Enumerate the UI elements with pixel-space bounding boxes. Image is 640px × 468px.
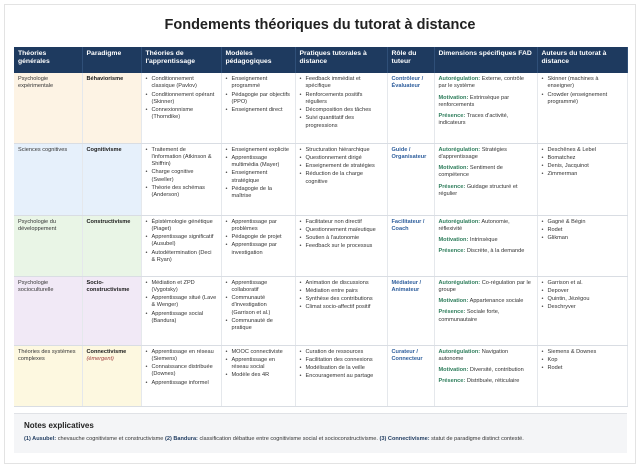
list-item: • Zimmerman [542,171,623,178]
theory-cell: Psychologie expérimentale [14,73,82,143]
list-item: • Feedback sur le processus [300,243,383,250]
list-item: • Apprentissage informel [146,380,217,387]
models-cell [221,143,295,215]
dimension-text: Stratégies d'apprentissage [438,146,507,160]
list-item: • Enseignement programmé [226,76,291,91]
note-text: chevauche cognitivisme et constructivisme [57,436,164,442]
list-item: • Gagné & Bégin [542,219,623,226]
dimension-text: Diversité, contribution [469,367,524,374]
list-item: • Communauté d'investigation (Garrison et al.) [226,295,291,317]
authors-cell [537,73,627,143]
dimension-label: Motivation: [438,298,469,305]
list-item: • Connaissance distribuée (Downes) [146,364,217,379]
list-item: • Décomposition des tâches [300,107,383,114]
theory-cell: Psychologie du développement [14,215,82,276]
list-item: • Suivi quantitatif des progressions [300,115,383,130]
dimensions-cell [434,345,537,406]
list-item: • Depover [542,288,623,295]
dimension-label: Autorégulation: [438,76,481,82]
dimension-label: Motivation: [438,367,469,374]
learning-cell [141,143,221,215]
dimension-text: Traces d'activité, indicateurs [438,113,509,127]
authors-cell [537,345,627,406]
list-item: • Pédagogie de projet [226,234,291,241]
authors-list [542,147,623,179]
practices-list [300,280,383,312]
list-item: • Rodet [542,365,623,372]
list-item: • Apprentissage situé (Lave & Wenger) [146,295,217,310]
practices-list [300,147,383,186]
list-item: • Apprentissage significatif (Ausubel) [146,234,217,249]
models-cell [221,345,295,406]
theory-cell: Sciences cognitives [14,143,82,215]
list-item: • Autodétermination (Deci & Ryan) [146,250,217,265]
list-item: • Épistémologie génétique (Piaget) [146,219,217,234]
list-item: • Garrison et al. [542,280,623,287]
list-item: • Curation de ressources [300,349,383,356]
dimension-text: Appartenance sociale [469,298,524,305]
list-item: • Médiation et ZPD (Vygotsky) [146,280,217,295]
dimension-item [439,309,533,324]
practices-cell [295,73,387,143]
table-row [14,73,627,143]
dimension-item [439,298,533,305]
list-item: • Structuration hiérarchique [300,147,383,154]
list-item: • Crowder (enseignement programmé) [542,92,623,107]
dimension-item [439,349,533,364]
note-label: (1) Ausubel: [24,436,57,442]
dimension-label: Autorégulation: [438,279,481,286]
theory-cell: Psychologie socioculturelle [14,276,82,345]
list-item: • Apprentissage en réseau social [226,357,291,372]
list-item: • MOOC connectiviste [226,349,291,356]
list-item: • Enseignement explicite [226,147,291,154]
authors-cell [537,276,627,345]
table-row [14,143,627,215]
list-item: • Glikman [542,235,623,242]
table-header-row [14,47,627,73]
note-text: statut de paradigme distinct contesté. [431,436,524,442]
dimension-item [439,184,533,199]
dimension-label: Motivation: [438,165,469,172]
role-cell: Curateur / Connecteur [387,345,434,406]
list-item: • Apprentissage multimédia (Mayer) [226,155,291,170]
learning-list [146,280,217,326]
authors-list [542,349,623,373]
dimension-item [439,237,533,244]
practices-cell [295,215,387,276]
list-item: • Encouragement au partage [300,373,383,380]
dimension-text: Sociale forte, communautaire [438,309,500,323]
list-item: • Apprentissage social (Bandura) [146,311,217,326]
list-item: • Deschryver [542,304,623,311]
practices-cell [295,276,387,345]
list-item: • Feedback immédiat et spécifique [300,76,383,91]
list-item: • Modèle des 4R [226,372,291,379]
paradigm-name: Béhaviorisme [86,76,124,82]
dimensions-cell [434,143,537,215]
learning-cell [141,73,221,143]
authors-list [542,76,623,106]
header-cell: Théories générales [14,47,82,73]
list-item: • Questionnement dirigé [300,155,383,162]
list-item: • Apprentissage collaboratif [226,280,291,295]
role-cell: Facilitateur / Coach [387,215,434,276]
dimension-label: Motivation: [438,237,469,244]
table-row [14,345,627,406]
dimension-text: Externe, contrôle par le système [438,76,524,90]
list-item: • Rodet [542,227,623,234]
list-item: • Deschênes & Lebel [542,147,623,154]
learning-list [146,349,217,387]
learning-cell [141,215,221,276]
dimensions-cell [434,276,537,345]
role-cell: Médiateur / Animateur [387,276,434,345]
dimension-item [439,367,533,374]
dimension-text: Distribuée, réticulaire [466,378,520,385]
list-item: • Traitement de l'information (Atkinson & Shiffrin) [146,147,217,169]
models-list [226,349,291,380]
list-item: • Modélisation de la veille [300,365,383,372]
practices-cell [295,345,387,406]
dimension-label: Présence: [438,378,466,385]
dimension-item [439,219,533,234]
models-cell [221,215,295,276]
authors-list [542,219,623,243]
list-item: • Climat socio-affectif positif [300,304,383,311]
practices-cell [295,143,387,215]
learning-list [146,219,217,265]
paradigm-name: Constructivisme [86,218,131,225]
list-item: • Médiation entre pairs [300,288,383,295]
list-item: • Connexionnisme (Thorndike) [146,107,217,122]
list-item: • Communauté de pratique [226,318,291,333]
table-row [14,276,627,345]
dimension-text: Discrète, à la demande [466,248,525,255]
list-item: • Renforcements positifs réguliers [300,92,383,107]
list-item: • Pédagogie de la maîtrise [226,186,291,201]
dimension-label: Présence: [438,183,466,190]
paradigm-cell [82,143,141,215]
list-item: • Facilitation des connexions [300,357,383,364]
dimension-item [439,248,533,255]
list-item: • Enseignement direct [226,107,291,114]
dimension-label: Présence: [438,309,466,316]
dimension-text: Guidage structuré et régulier [438,183,518,197]
dimension-item [439,76,533,91]
header-cell: Pratiques tutorales à distance [295,47,387,73]
list-item: • Denis, Jacquinot [542,163,623,170]
role-cell: Guide / Organisateur [387,143,434,215]
dimension-item [439,147,533,162]
authors-cell [537,215,627,276]
paradigm-cell [82,276,141,345]
table-row [14,215,627,276]
role-cell: Contrôleur / Évaluateur [387,73,434,143]
learning-cell [141,345,221,406]
note-label: (2) Bandura: [164,436,198,442]
dimension-label: Motivation: [438,94,469,101]
dimension-text: Sentiment de compétence [438,165,503,179]
models-cell [221,276,295,345]
paradigm-cell [82,73,141,143]
dimension-item [439,280,533,295]
dimension-label: Autorégulation: [438,348,481,355]
header-cell: Modèles pédagogiques [221,47,295,73]
list-item: • Quintin, Jézégou [542,296,623,303]
paradigm-name: Connectivisme [86,348,127,355]
header-cell: Dimensions spécifiques FAD [434,47,537,73]
theory-cell: Théories des systèmes complexes [14,345,82,406]
dimension-label: Présence: [438,248,466,255]
dimension-item [439,113,533,128]
dimension-label: Présence: [438,113,466,120]
list-item: • Pédagogie par objectifs (PPO) [226,92,291,107]
list-item: • Enseignement stratégique [226,170,291,185]
dimension-item [439,95,533,110]
theory-table [14,47,628,407]
list-item: • Facilitateur non directif [300,219,383,226]
list-item: • Skinner (machines à enseigner) [542,76,623,91]
list-item: • Charge cognitive (Sweller) [146,169,217,184]
list-item: • Enseignement de stratégies [300,163,383,170]
practices-list [300,76,383,130]
page-title: Fondements théoriques du tutorat à distance [164,17,476,33]
paradigm-cell [82,345,141,406]
list-item: • Synthèse des contributions [300,296,383,303]
models-list [226,280,291,333]
models-cell [221,73,295,143]
header-cell: Paradigme [82,47,141,73]
list-item: • Soutien à l'autonomie [300,235,383,242]
notes-section [14,413,627,453]
paradigm-name: Socio-constructivisme [86,279,130,293]
dimension-text: Navigation autonome [438,348,509,362]
models-list [226,76,291,114]
dimension-text: Intrinsèque [469,237,498,244]
dimension-item [439,378,533,385]
list-item: • Apprentissage par investigation [226,242,291,257]
notes-title: Notes explicatives [24,421,94,430]
dimension-text: Co-régulation par le groupe [438,279,531,293]
authors-list [542,280,623,312]
header-cell: Auteurs du tutorat à distance [537,47,627,73]
document-page [4,4,636,464]
list-item: • Réduction de la charge cognitive [300,171,383,186]
list-item: • Conditionnement classique (Pavlov) [146,76,217,91]
paradigm-note: (émergent) [86,355,114,362]
list-item: • Théorie des schémas (Anderson) [146,185,217,200]
dimensions-cell [434,73,537,143]
list-item: • Animation de discussions [300,280,383,287]
dimensions-cell [434,215,537,276]
list-item: • Apprentissage par problèmes [226,219,291,234]
learning-list [146,76,217,122]
models-list [226,147,291,201]
notes-text [24,436,617,442]
paradigm-name: Cognitivisme [86,146,122,153]
dimension-text: Autonomie, réflexivité [438,218,510,232]
note-label: (3) Connectivisme: [379,436,430,442]
list-item: • Bomatchez [542,155,623,162]
learning-cell [141,276,221,345]
header-cell: Rôle du tuteur [387,47,434,73]
list-item: • Siemens & Downes [542,349,623,356]
practices-list [300,219,383,251]
list-item: • Questionnement maïeutique [300,227,383,234]
list-item: • Apprentissage en réseau (Siemens) [146,349,217,364]
note-text: classification débattue entre cognitivisme social et socioconstructivisme. [199,436,378,442]
models-list [226,219,291,257]
practices-list [300,349,383,381]
dimension-label: Autorégulation: [438,146,481,153]
dimension-item [439,165,533,180]
learning-list [146,147,217,200]
authors-cell [537,143,627,215]
dimension-text: Extrinsèque par renforcements [438,94,510,108]
header-cell: Théories de l'apprentissage [141,47,221,73]
dimension-label: Autorégulation: [438,218,481,225]
list-item: • Conditionnement opérant (Skinner) [146,92,217,107]
list-item: • Kop [542,357,623,364]
paradigm-cell [82,215,141,276]
